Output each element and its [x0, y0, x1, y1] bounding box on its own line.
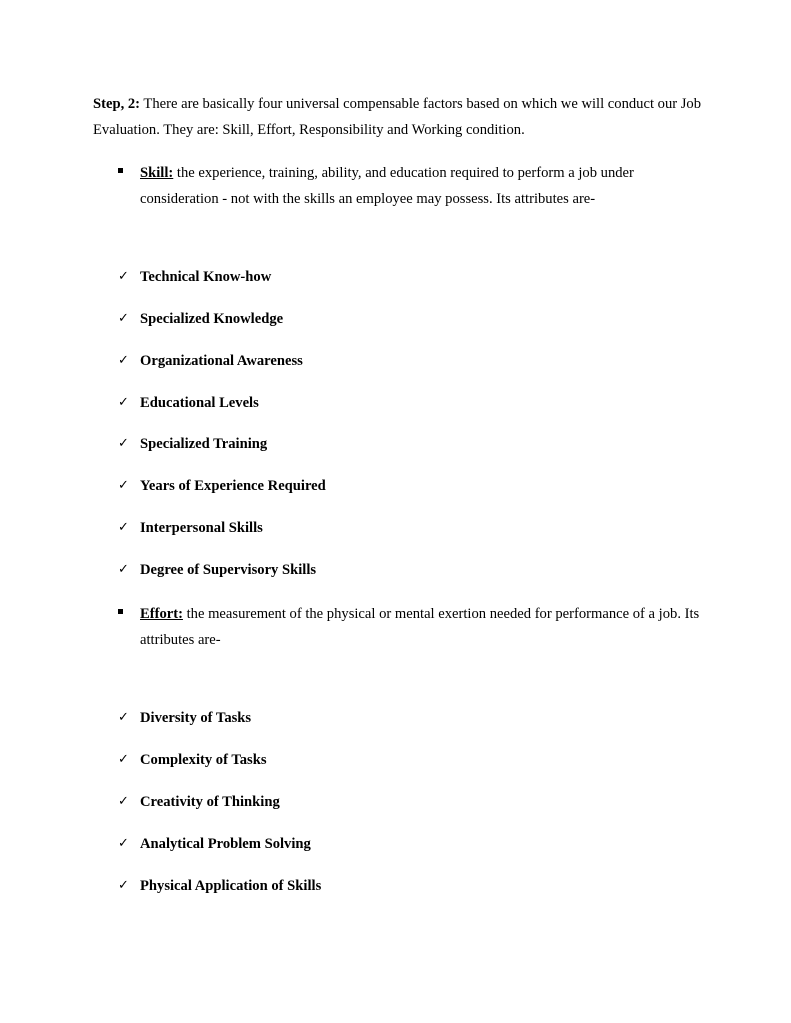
- skill-attribute-item: [118, 268, 518, 288]
- checkmark-icon: ✓: [118, 520, 129, 535]
- checkmark-icon: ✓: [118, 562, 129, 577]
- step-text: There are basically four universal compensable factors based on which we will conduct our Job Evaluation. They are: Skill, Effort, Responsibility and Working condition.: [93, 96, 702, 138]
- square-bullet-icon: [118, 609, 123, 614]
- skill-attribute-label: Interpersonal Skills: [140, 520, 263, 536]
- skill-attribute-item: [118, 352, 518, 372]
- effort-attribute-item: [118, 877, 518, 897]
- step-label: Step, 2:: [93, 96, 141, 112]
- checkmark-icon: ✓: [118, 395, 129, 410]
- effort-attribute-label: Complexity of Tasks: [140, 752, 267, 768]
- skill-attribute-item: [118, 477, 518, 497]
- checkmark-icon: ✓: [118, 478, 129, 493]
- skill-attribute-label: Technical Know-how: [140, 269, 272, 285]
- checkmark-icon: ✓: [118, 752, 129, 767]
- checkmark-icon: ✓: [118, 878, 129, 893]
- effort-attribute-label: Analytical Problem Solving: [140, 836, 311, 852]
- skill-definition: [140, 160, 700, 212]
- skill-attribute-item: [118, 394, 518, 414]
- checkmark-icon: ✓: [118, 353, 129, 368]
- skill-attribute-label: Educational Levels: [140, 395, 259, 411]
- effort-attribute-item: [118, 751, 518, 771]
- effort-text: the measurement of the physical or mental exertion needed for performance of a job. Its attributes are-: [140, 606, 700, 648]
- checkmark-icon: ✓: [118, 710, 129, 725]
- checkmark-icon: ✓: [118, 311, 129, 326]
- skill-attribute-label: Years of Experience Required: [140, 478, 326, 494]
- skill-attribute-label: Specialized Training: [140, 436, 268, 452]
- effort-attribute-item: [118, 709, 518, 729]
- skill-attribute-label: Specialized Knowledge: [140, 311, 284, 327]
- skill-text: the experience, training, ability, and education required to perform a job under consideration - not with the skills an employee may possess. Its attributes are-: [140, 165, 634, 207]
- step-2-paragraph: [93, 91, 703, 143]
- effort-term: Effort:: [140, 606, 183, 622]
- checkmark-icon: ✓: [118, 269, 129, 284]
- effort-attribute-label: Diversity of Tasks: [140, 710, 252, 726]
- skill-attribute-label: Organizational Awareness: [140, 353, 303, 369]
- skill-term: Skill:: [140, 165, 174, 181]
- checkmark-icon: ✓: [118, 436, 129, 451]
- skill-attribute-label: Degree of Supervisory Skills: [140, 562, 317, 578]
- skill-attribute-item: [118, 519, 518, 539]
- skill-attribute-item: [118, 310, 518, 330]
- checkmark-icon: ✓: [118, 794, 129, 809]
- skill-attribute-item: [118, 435, 518, 455]
- effort-definition: [140, 601, 700, 653]
- effort-attribute-item: [118, 835, 518, 855]
- checkmark-icon: ✓: [118, 836, 129, 851]
- effort-attribute-label: Physical Application of Skills: [140, 878, 322, 894]
- effort-attribute-item: [118, 793, 518, 813]
- square-bullet-icon: [118, 168, 123, 173]
- effort-attribute-label: Creativity of Thinking: [140, 794, 280, 810]
- skill-attribute-item: [118, 561, 518, 581]
